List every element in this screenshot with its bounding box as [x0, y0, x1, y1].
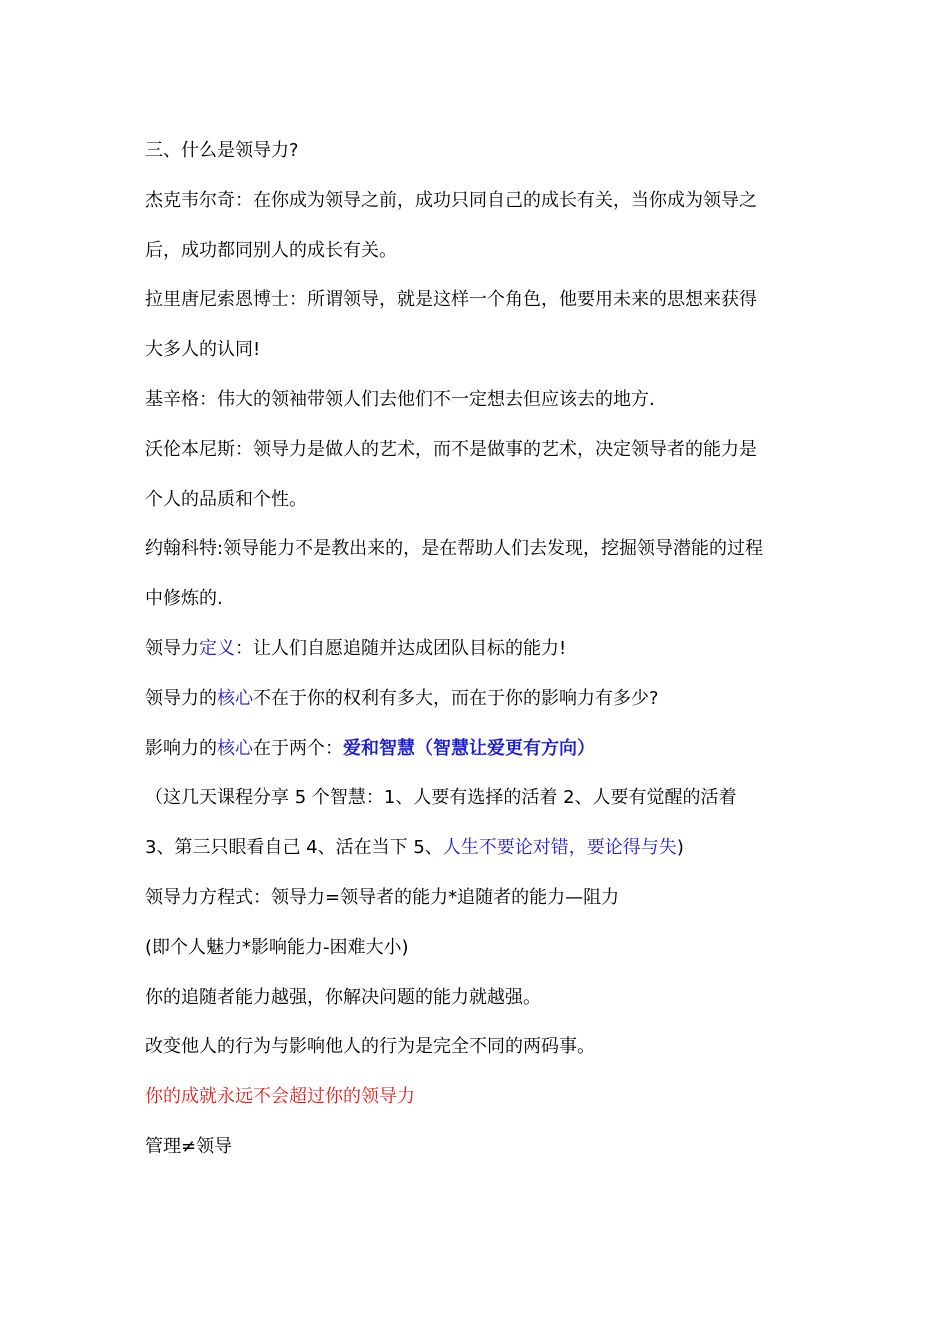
core2-middle: 在于两个： [253, 737, 343, 759]
followers-line: 你的追随者能力越强，你解决问题的能力就越强。 [145, 986, 541, 1008]
management-line: 管理≠领导 [145, 1135, 233, 1157]
core1-highlight: 核心 [217, 687, 253, 709]
quote-welch-line1: 杰克韦尔奇：在你成为领导之前，成功只同自己的成长有关，当你成为领导之 [145, 189, 757, 211]
section-heading: 三、什么是领导力? [145, 140, 299, 161]
quote-bennis-line2: 个人的品质和个性。 [145, 488, 307, 510]
document-body [145, 126, 811, 1172]
wisdom-line1: （这几天课程分享 5 个智慧：1、人要有选择的活着 2、人要有觉醒的活着 [145, 787, 737, 809]
wisdom2-end: ) [676, 837, 684, 859]
quote-bennis-line1: 沃伦本尼斯：领导力是做人的艺术，而不是做事的艺术，决定领导者的能力是 [145, 438, 757, 460]
core-influence-line [145, 724, 811, 774]
wisdom-line2 [145, 823, 811, 873]
core2-prefix: 影响力的 [145, 737, 217, 759]
definition-line [145, 624, 811, 674]
behavior-line: 改变他人的行为与影响他人的行为是完全不同的两码事。 [145, 1036, 595, 1058]
quote-welch-line2: 后，成功都同别人的成长有关。 [145, 239, 397, 261]
core2-bold: 爱和智慧（智慧让爱更有方向） [343, 737, 595, 759]
wisdom2-highlight: 人生不要论对错，要论得与失 [442, 837, 677, 859]
achievement-line: 你的成就永远不会超过你的领导力 [145, 1086, 415, 1108]
definition-prefix: 领导力 [145, 637, 199, 659]
quote-kissinger: 基辛格：伟大的领袖带领人们去他们不一定想去但应该去的地方. [145, 388, 655, 410]
core1-suffix: 不在于你的权利有多大，而在于你的影响力有多少? [253, 687, 659, 709]
core2-highlight: 核心 [217, 737, 253, 759]
quote-kotter-line2: 中修炼的. [145, 588, 223, 610]
quote-kotter-line1: 约翰科特:领导能力不是教出来的，是在帮助人们去发现，挖掘领导潜能的过程 [145, 538, 764, 560]
core-leadership-line [145, 674, 811, 724]
core1-prefix: 领导力的 [145, 687, 217, 709]
quote-tangni-line1: 拉里唐尼索恩博士：所谓领导，就是这样一个角色，他要用未来的思想来获得 [145, 289, 757, 311]
equation-line: 领导力方程式：领导力=领导者的能力*追随者的能力—阻力 [145, 886, 620, 908]
quote-tangni-line2: 大多人的认同! [145, 339, 261, 361]
equation-note: (即个人魅力*影响能力-困难大小) [145, 936, 409, 958]
definition-suffix: ：让人们自愿追随并达成团队目标的能力! [235, 637, 567, 659]
definition-highlight: 定义 [199, 637, 235, 659]
wisdom2-text: 3、第三只眼看自己 4、活在当下 5、 [145, 837, 443, 859]
